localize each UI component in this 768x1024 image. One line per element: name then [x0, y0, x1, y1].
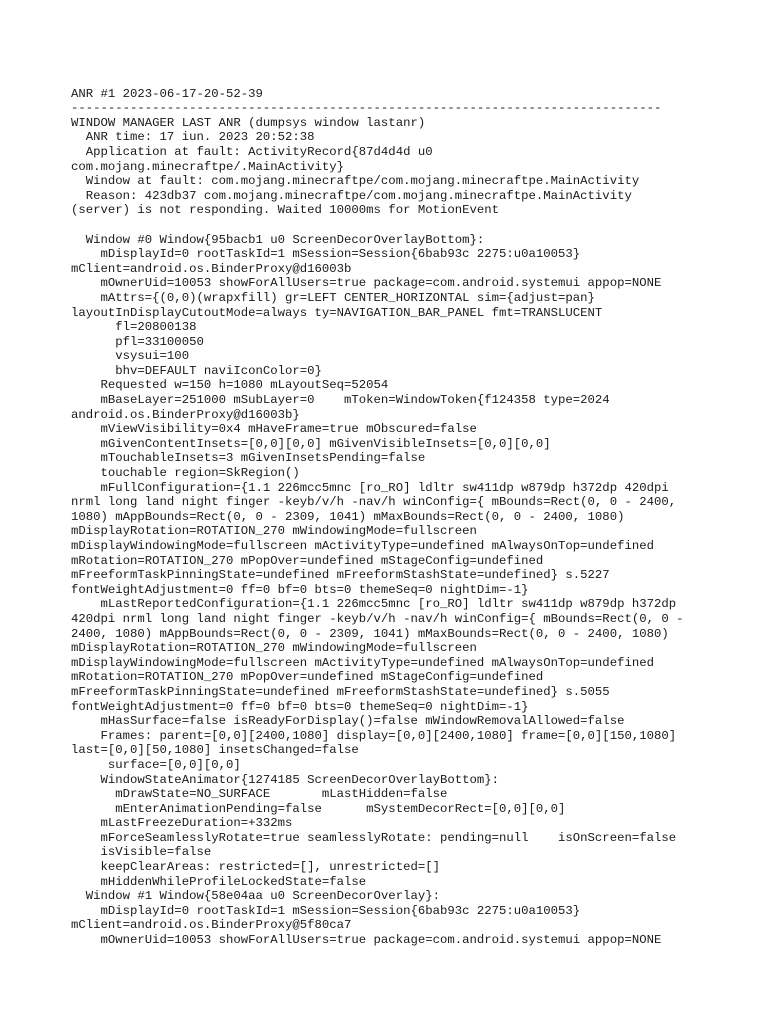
log-line: mRotation=ROTATION_270 mPopOver=undefined mStageConfig=undefined: [71, 553, 544, 568]
log-line: mFullConfiguration={1.1 226mcc5mnc [ro_RO] ldltr sw411dp w879dp h372dp 420dpi: [71, 480, 669, 495]
log-line: keepClearAreas: restricted=[], unrestricted=[]: [71, 860, 440, 875]
log-line: last=[0,0][50,1080] insetsChanged=false: [71, 743, 359, 758]
log-line: mFreeformTaskPinningState=undefined mFreeformStashState=undefined} s.5227: [71, 568, 610, 583]
log-line: mClient=android.os.BinderProxy@d16003b: [71, 261, 352, 276]
log-line: layoutInDisplayCutoutMode=always ty=NAVIGATION_BAR_PANEL fmt=TRANSLUCENT: [71, 305, 603, 320]
log-line: Window #1 Window{58e04aa u0 ScreenDecorOverlay}:: [71, 889, 440, 904]
log-line: ANR time: 17 iun. 2023 20:52:38: [71, 130, 315, 145]
log-line: Requested w=150 h=1080 mLayoutSeq=52054: [71, 378, 389, 393]
log-line: mDisplayId=0 rootTaskId=1 mSession=Session{6bab93c 2275:u0a10053}: [71, 903, 581, 918]
log-line: mLastReportedConfiguration={1.1 226mcc5mnc [ro_RO] ldltr sw411dp w879dp h372dp: [71, 597, 677, 612]
log-line: 2400, 1080) mAppBounds=Rect(0, 0 - 2309, 1041) mMaxBounds=Rect(0, 0 - 2400, 1080): [71, 626, 669, 641]
log-line: isVisible=false: [71, 845, 212, 860]
log-line: Reason: 423db37 com.mojang.minecraftpe/com.mojang.minecraftpe.MainActivity: [71, 188, 632, 203]
log-line: fontWeightAdjustment=0 ff=0 bf=0 bts=0 themeSeq=0 nightDim=-1}: [71, 582, 529, 597]
log-text-block: [71, 72, 751, 948]
log-line: Window at fault: com.mojang.minecraftpe/com.mojang.minecraftpe.MainActivity: [71, 174, 640, 189]
log-line: mOwnerUid=10053 showForAllUsers=true package=com.android.systemui appop=NONE: [71, 933, 662, 948]
log-line: [71, 72, 751, 87]
log-line: Window #0 Window{95bacb1 u0 ScreenDecorOverlayBottom}:: [71, 232, 485, 247]
log-line: (server) is not responding. Waited 10000ms for MotionEvent: [71, 203, 500, 218]
log-line: touchable region=SkRegion(): [71, 466, 300, 481]
log-line: WindowStateAnimator{1274185 ScreenDecorOverlayBottom}:: [71, 772, 500, 787]
log-line: mClient=android.os.BinderProxy@5f80ca7: [71, 918, 352, 933]
log-line: mGivenContentInsets=[0,0][0,0] mGivenVisibleInsets=[0,0][0,0]: [71, 436, 551, 451]
log-line: surface=[0,0][0,0]: [71, 757, 241, 772]
log-line: mFreeformTaskPinningState=undefined mFreeformStashState=undefined} s.5055: [71, 684, 610, 699]
log-line: mDisplayRotation=ROTATION_270 mWindowingMode=fullscreen: [71, 524, 477, 539]
log-line: ANR #1 2023-06-17-20-52-39: [71, 86, 263, 101]
log-line: android.os.BinderProxy@d16003b}: [71, 407, 300, 422]
log-line: mLastFreezeDuration=+332ms: [71, 816, 293, 831]
log-line: 1080) mAppBounds=Rect(0, 0 - 2309, 1041) mMaxBounds=Rect(0, 0 - 2400, 1080): [71, 509, 625, 524]
log-line: bhv=DEFAULT naviIconColor=0}: [71, 363, 322, 378]
log-line: mViewVisibility=0x4 mHaveFrame=true mObscured=false: [71, 422, 477, 437]
log-line: 420dpi nrml long land night finger -keyb/v/h -nav/h winConfig={ mBounds=Rect(0, 0 -: [71, 611, 684, 626]
log-line: pfl=33100050: [71, 334, 204, 349]
log-line: mDrawState=NO_SURFACE mLastHidden=false: [71, 787, 448, 802]
log-line: mDisplayWindowingMode=fullscreen mActivityType=undefined mAlwaysOnTop=undefined: [71, 655, 654, 670]
log-line: [71, 218, 751, 233]
log-line: mHiddenWhileProfileLockedState=false: [71, 874, 367, 889]
log-line: fontWeightAdjustment=0 ff=0 bf=0 bts=0 themeSeq=0 nightDim=-1}: [71, 699, 529, 714]
log-line: mBaseLayer=251000 mSubLayer=0 mToken=WindowToken{f124358 type=2024: [71, 393, 610, 408]
log-line: mTouchableInsets=3 mGivenInsetsPending=false: [71, 451, 426, 466]
log-line: mOwnerUid=10053 showForAllUsers=true package=com.android.systemui appop=NONE: [71, 276, 662, 291]
log-line: --------------------------------------------------------------------------------: [71, 101, 662, 116]
log-line: mDisplayWindowingMode=fullscreen mActivityType=undefined mAlwaysOnTop=undefined: [71, 539, 654, 553]
log-line: mAttrs={(0,0)(wrapxfill) gr=LEFT CENTER_HORIZONTAL sim={adjust=pan}: [71, 290, 595, 305]
log-line: com.mojang.minecraftpe/.MainActivity}: [71, 159, 345, 174]
log-line: Frames: parent=[0,0][2400,1080] display=[0,0][2400,1080] frame=[0,0][150,1080]: [71, 728, 677, 743]
log-line: mForceSeamlesslyRotate=true seamlesslyRotate: pending=null isOnScreen=false: [71, 830, 677, 845]
log-line: vsysui=100: [71, 349, 190, 364]
log-line: mDisplayRotation=ROTATION_270 mWindowingMode=fullscreen: [71, 641, 477, 656]
log-line: mHasSurface=false isReadyForDisplay()=false mWindowRemovalAllowed=false: [71, 714, 625, 729]
log-line: nrml long land night finger -keyb/v/h -nav/h winConfig={ mBounds=Rect(0, 0 - 2400,: [71, 495, 677, 510]
log-line: mDisplayId=0 rootTaskId=1 mSession=Session{6bab93c 2275:u0a10053}: [71, 247, 581, 262]
log-line: mEnterAnimationPending=false mSystemDecorRect=[0,0][0,0]: [71, 801, 566, 816]
log-line: WINDOW MANAGER LAST ANR (dumpsys window lastanr): [71, 115, 426, 130]
log-line: Application at fault: ActivityRecord{87d4d4d u0: [71, 144, 433, 159]
log-line: fl=20800138: [71, 320, 197, 335]
log-line: mRotation=ROTATION_270 mPopOver=undefined mStageConfig=undefined: [71, 670, 544, 685]
